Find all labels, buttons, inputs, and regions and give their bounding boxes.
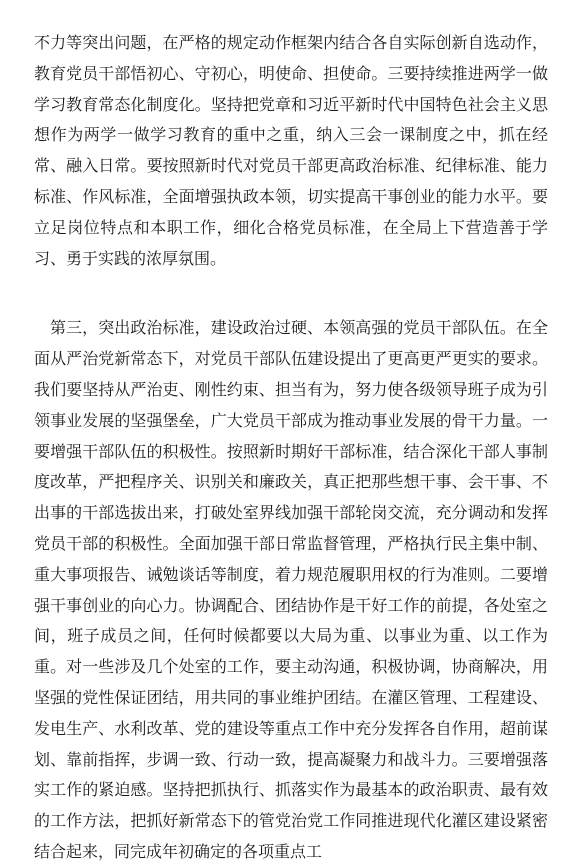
paragraph-1: 不力等突出问题，在严格的规定动作框架内结合各自实际创新自选动作，教育党员干部悟初心、守初心，明使命、担使命。三要持续推进两学一做学习教育常态化制度化。坚持把党章和习近平新时代中国特色社会主义思想作为两学一做学习教育的重中之重，纳入三会一课制度之中，抓在经常、融入日常。要按照新时代对党员干部更高政治标准、纪律标准、能力标准、作风标准，全面增强执政本领，切实提高干事创业的能力水平。要立足岗位特点和本职工作，细化合格党员标准，在全局上下营造善于学习、勇于实践的浓厚氛围。 [34,33,548,268]
paragraph-2: 第三，突出政治标准，建设政治过硬、本领高强的党员干部队伍。在全面从严治党新常态下，对党员干部队伍建设提出了更高更严更实的要求。我们要坚持从严治吏、刚性约束、担当有为，努力使各级领导班子成为引领事业发展的坚强堡垒，广大党员干部成为推动事业发展的骨干力量。一要增强干部队伍的积极性。按照新时期好干部标准，结合深化干部人事制度改革，严把程序关、识别关和廉政关，真正把那些想干事、会干事、不出事的干部选拔出来，打破处室界线加强干部轮岗交流，充分调动和发挥党员干部的积极性。全面加强干部日常监督管理，严格执行民主集中制、重大事项报告、诫勉谈话等制度，着力规范履职用权的行为准则。二要增强干事创业的向心力。协调配合、团结协作是干好工作的前提，各处室之间，班子成员之间，任何时候都要以大局为重、以事业为重、以工作为重。对一些涉及几个处室的工作，要主动沟通，积极协调，协商解决，用坚强的党性保证团结，用共同的事业维护团结。在灌区管理、工程建设、发电生产、水利改革、党的建设等重点工作中充分发挥各自作用，超前谋划、靠前指挥，步调一致、行动一致，提高凝聚力和战斗力。三要增强落实工作的紧迫感。坚持把抓执行、抓落实作为最基本的政治职责、最有效的工作方法，把抓好新常态下的管党治党工作同推进现代化灌区建设紧密结合起来，同完成年初确定的各项重点工 [34,318,548,861]
